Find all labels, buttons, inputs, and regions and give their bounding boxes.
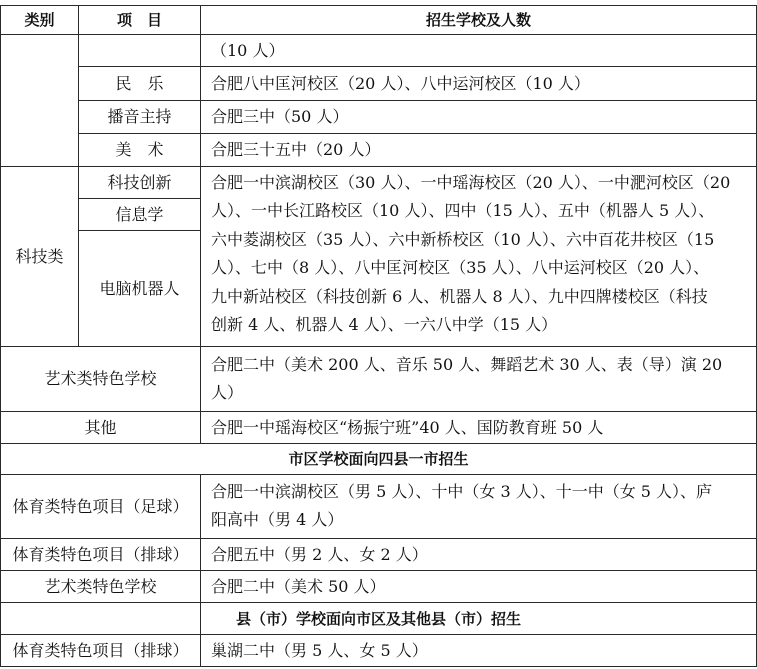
label-paiqiu-section3: 体育类特色项目（排球） xyxy=(12,640,189,660)
schools-paiqiu: 合肥五中（男 2 人、女 2 人） xyxy=(211,544,428,564)
schools-qita: 合肥一中瑶海校区“杨振宁班”40 人、国防教育班 50 人 xyxy=(211,417,604,437)
schools-keji-line: 九中新站校区（科技创新 6 人、机器人 8 人）、九中四牌楼校区（科技 xyxy=(211,286,708,306)
item-xinxixue: 信息学 xyxy=(115,204,164,224)
header-schools: 招生学校及人数 xyxy=(425,11,531,29)
label-qita: 其他 xyxy=(84,417,117,437)
section-title-county-to-city: 县（市）学校面向市区及其他县（市）招生 xyxy=(235,609,521,628)
item-boyin: 播音主持 xyxy=(107,107,172,126)
section-title-city-to-counties: 市区学校面向四县一市招生 xyxy=(288,450,469,468)
schools-zuqiu xyxy=(211,478,745,535)
schools-keji-line: 人）、七中（8 人）、八中匡河校区（35 人）、八中运河校区（20 人）、 xyxy=(211,258,710,278)
schools-yishu-tese xyxy=(211,351,745,408)
schools-yishu-line: 合肥二中（美术 200 人、音乐 50 人、舞蹈艺术 30 人、表（导）演 20 xyxy=(211,355,723,374)
header-item: 项 目 xyxy=(116,11,162,29)
table-rule xyxy=(0,666,757,667)
label-yishu-tese: 艺术类特色学校 xyxy=(44,369,157,388)
label-yishu-section2: 艺术类特色学校 xyxy=(44,576,157,596)
schools-keji-line: 合肥一中滨湖校区（30 人）、一中瑶海校区（20 人）、一中淝河校区（20 xyxy=(211,173,731,192)
item-meishu: 美 术 xyxy=(115,140,164,159)
schools-boyin: 合肥三中（50 人） xyxy=(211,107,349,126)
schools-keji-line: 六中菱湖校区（35 人）、六中新桥校区（10 人）、六中百花井校区（15 xyxy=(211,229,715,249)
schools-minyue: 合肥八中匡河校区（20 人）、八中运河校区（10 人） xyxy=(211,73,590,93)
schools-paiqiu-section3: 巢湖二中（男 5 人、女 5 人） xyxy=(211,640,428,660)
item-keji-chuangxin: 科技创新 xyxy=(107,172,172,192)
item-minyue: 民 乐 xyxy=(115,73,164,93)
schools-zuqiu-line: 合肥一中滨湖校区（男 5 人）、十中（女 3 人）、十一中（女 5 人）、庐 xyxy=(211,482,713,501)
item-diannao-jiqiren: 电脑机器人 xyxy=(99,278,180,298)
category-keji: 科技类 xyxy=(15,246,64,266)
schools-keji-line: 创新 4 人、机器人 4 人）、一六八中学（15 人） xyxy=(211,315,558,335)
header-category: 类别 xyxy=(24,11,55,29)
label-zuqiu: 体育类特色项目（足球） xyxy=(12,496,189,516)
schools-yishu-line: 人） xyxy=(211,383,244,403)
schools-yishu-section2: 合肥二中（美术 50 人） xyxy=(211,576,386,596)
schools-keji-line: 人）、一中长江路校区（10 人）、四中（15 人）、五中（机器人 5 人）、 xyxy=(211,201,715,221)
schools-keji xyxy=(211,169,745,339)
continued-cell: （10 人） xyxy=(211,40,285,60)
label-paiqiu: 体育类特色项目（排球） xyxy=(12,544,189,564)
schools-meishu: 合肥三十五中（20 人） xyxy=(211,140,381,159)
schools-zuqiu-line: 阳高中（男 4 人） xyxy=(211,510,344,530)
